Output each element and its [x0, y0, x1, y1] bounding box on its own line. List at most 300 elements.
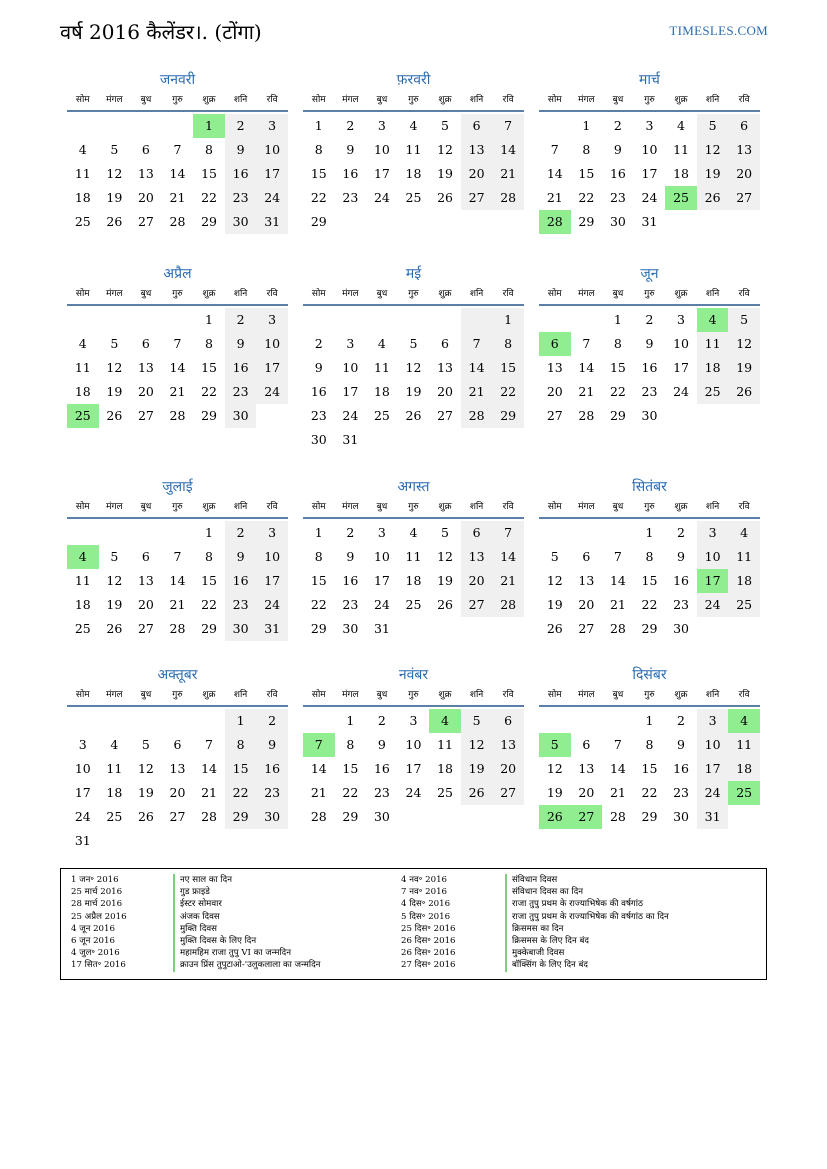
day-cell[interactable]: 3	[78, 737, 87, 752]
day-cell[interactable]: 14	[492, 545, 524, 569]
day-cell[interactable]: 31	[697, 805, 729, 829]
day-cell[interactable]: 7	[613, 737, 622, 752]
day-cell[interactable]: 8	[645, 737, 654, 752]
day-cell[interactable]: 7	[205, 737, 213, 752]
day-cell[interactable]: 24	[256, 186, 288, 210]
day-cell[interactable]: 22	[201, 190, 217, 205]
holiday-day[interactable]: 7	[303, 733, 335, 757]
day-cell[interactable]: 5	[441, 118, 449, 133]
day-cell[interactable]: 15	[492, 356, 524, 380]
day-cell[interactable]: 19	[106, 597, 123, 612]
day-cell[interactable]: 25	[74, 214, 91, 229]
day-cell[interactable]: 20	[578, 785, 595, 800]
holiday-day[interactable]: 5	[539, 733, 571, 757]
day-cell[interactable]: 14	[609, 573, 626, 588]
day-cell[interactable]: 13	[137, 166, 154, 181]
holiday-day[interactable]: 25	[728, 781, 760, 805]
day-cell[interactable]: 2	[256, 709, 288, 733]
holiday-day[interactable]: 4	[697, 308, 729, 332]
day-cell[interactable]: 29	[578, 214, 595, 229]
day-cell[interactable]: 23	[310, 408, 327, 423]
day-cell[interactable]: 24	[256, 380, 288, 404]
day-cell[interactable]: 26	[137, 809, 154, 824]
day-cell[interactable]: 27	[137, 408, 154, 423]
day-cell[interactable]: 27	[546, 408, 563, 423]
day-cell[interactable]: 22	[225, 781, 257, 805]
day-cell[interactable]: 1	[645, 713, 654, 728]
day-cell[interactable]: 24	[373, 597, 390, 612]
day-cell[interactable]: 25	[437, 785, 453, 800]
day-cell[interactable]: 13	[546, 360, 563, 375]
day-cell[interactable]: 17	[697, 757, 729, 781]
day-cell[interactable]: 21	[492, 569, 524, 593]
day-cell[interactable]: 30	[225, 404, 257, 428]
day-cell[interactable]: 15	[201, 166, 217, 181]
day-cell[interactable]: 15	[310, 573, 327, 588]
day-cell[interactable]: 26	[106, 214, 123, 229]
day-cell[interactable]: 11	[728, 733, 760, 757]
day-cell[interactable]: 27	[169, 809, 186, 824]
day-cell[interactable]: 26	[697, 186, 729, 210]
holiday-day[interactable]: 4	[67, 545, 99, 569]
day-cell[interactable]: 17	[256, 162, 288, 186]
day-cell[interactable]: 27	[728, 186, 760, 210]
day-cell[interactable]: 30	[673, 809, 689, 824]
day-cell[interactable]: 30	[373, 809, 390, 824]
day-cell[interactable]: 20	[578, 597, 595, 612]
day-cell[interactable]: 20	[137, 384, 154, 399]
day-cell[interactable]: 19	[106, 190, 123, 205]
day-cell[interactable]: 23	[673, 785, 689, 800]
day-cell[interactable]: 8	[205, 549, 213, 564]
day-cell[interactable]: 27	[461, 593, 493, 617]
day-cell[interactable]: 22	[342, 785, 359, 800]
day-cell[interactable]: 5	[110, 549, 119, 564]
day-cell[interactable]: 25	[728, 593, 760, 617]
day-cell[interactable]: 29	[641, 809, 658, 824]
day-cell[interactable]: 12	[546, 761, 563, 776]
day-cell[interactable]: 30	[310, 432, 327, 447]
day-cell[interactable]: 12	[437, 549, 453, 564]
day-cell[interactable]: 1	[346, 713, 355, 728]
day-cell[interactable]: 12	[405, 360, 422, 375]
day-cell[interactable]: 23	[225, 380, 257, 404]
day-cell[interactable]: 21	[609, 597, 626, 612]
day-cell[interactable]: 10	[641, 142, 658, 157]
day-cell[interactable]: 8	[346, 737, 355, 752]
day-cell[interactable]: 12	[546, 573, 563, 588]
day-cell[interactable]: 2	[645, 312, 654, 327]
day-cell[interactable]: 18	[728, 569, 760, 593]
day-cell[interactable]: 21	[169, 384, 186, 399]
day-cell[interactable]: 17	[673, 360, 689, 375]
day-cell[interactable]: 26	[106, 408, 123, 423]
day-cell[interactable]: 19	[106, 384, 123, 399]
day-cell[interactable]: 5	[697, 114, 729, 138]
day-cell[interactable]: 16	[342, 573, 359, 588]
day-cell[interactable]: 2	[613, 118, 622, 133]
day-cell[interactable]: 31	[641, 214, 658, 229]
day-cell[interactable]: 3	[409, 713, 418, 728]
day-cell[interactable]: 18	[405, 573, 422, 588]
day-cell[interactable]: 11	[405, 549, 422, 564]
holiday-day[interactable]: 6	[539, 332, 571, 356]
day-cell[interactable]: 3	[346, 336, 355, 351]
day-cell[interactable]: 16	[225, 162, 257, 186]
day-cell[interactable]: 18	[106, 785, 123, 800]
day-cell[interactable]: 24	[697, 593, 729, 617]
day-cell[interactable]: 3	[645, 118, 654, 133]
day-cell[interactable]: 11	[673, 142, 689, 157]
day-cell[interactable]: 8	[492, 332, 524, 356]
day-cell[interactable]: 8	[225, 733, 257, 757]
day-cell[interactable]: 23	[342, 190, 359, 205]
day-cell[interactable]: 6	[461, 114, 493, 138]
day-cell[interactable]: 2	[677, 713, 685, 728]
day-cell[interactable]: 1	[582, 118, 591, 133]
day-cell[interactable]: 3	[677, 312, 685, 327]
holiday-day[interactable]: 4	[429, 709, 461, 733]
day-cell[interactable]: 17	[256, 569, 288, 593]
day-cell[interactable]: 20	[169, 785, 186, 800]
day-cell[interactable]: 8	[645, 549, 654, 564]
day-cell[interactable]: 20	[728, 162, 760, 186]
day-cell[interactable]: 27	[137, 214, 154, 229]
day-cell[interactable]: 20	[492, 757, 524, 781]
day-cell[interactable]: 27	[492, 781, 524, 805]
day-cell[interactable]: 10	[74, 761, 91, 776]
day-cell[interactable]: 6	[173, 737, 182, 752]
day-cell[interactable]: 31	[256, 617, 288, 641]
day-cell[interactable]: 22	[578, 190, 595, 205]
day-cell[interactable]: 14	[201, 761, 217, 776]
day-cell[interactable]: 29	[492, 404, 524, 428]
day-cell[interactable]: 7	[492, 521, 524, 545]
day-cell[interactable]: 29	[609, 408, 626, 423]
day-cell[interactable]: 16	[342, 166, 359, 181]
day-cell[interactable]: 4	[110, 737, 119, 752]
day-cell[interactable]: 13	[137, 573, 154, 588]
day-cell[interactable]: 9	[677, 737, 685, 752]
day-cell[interactable]: 1	[314, 525, 323, 540]
day-cell[interactable]: 21	[609, 785, 626, 800]
day-cell[interactable]: 3	[697, 709, 729, 733]
day-cell[interactable]: 23	[673, 597, 689, 612]
day-cell[interactable]: 9	[613, 142, 622, 157]
day-cell[interactable]: 12	[137, 761, 154, 776]
day-cell[interactable]: 20	[461, 162, 493, 186]
day-cell[interactable]: 14	[492, 138, 524, 162]
day-cell[interactable]: 2	[225, 114, 257, 138]
day-cell[interactable]: 19	[137, 785, 154, 800]
day-cell[interactable]: 30	[641, 408, 658, 423]
day-cell[interactable]: 29	[201, 408, 217, 423]
day-cell[interactable]: 12	[437, 142, 453, 157]
day-cell[interactable]: 27	[461, 186, 493, 210]
day-cell[interactable]: 18	[697, 356, 729, 380]
day-cell[interactable]: 10	[256, 332, 288, 356]
day-cell[interactable]: 14	[310, 761, 327, 776]
day-cell[interactable]: 27	[578, 621, 595, 636]
day-cell[interactable]: 5	[461, 709, 493, 733]
day-cell[interactable]: 26	[106, 621, 123, 636]
day-cell[interactable]: 23	[342, 597, 359, 612]
day-cell[interactable]: 23	[256, 781, 288, 805]
day-cell[interactable]: 19	[697, 162, 729, 186]
day-cell[interactable]: 16	[225, 569, 257, 593]
day-cell[interactable]: 14	[169, 360, 186, 375]
day-cell[interactable]: 20	[546, 384, 563, 399]
day-cell[interactable]: 17	[74, 785, 91, 800]
day-cell[interactable]: 4	[677, 118, 685, 133]
day-cell[interactable]: 30	[225, 210, 257, 234]
day-cell[interactable]: 4	[409, 118, 418, 133]
day-cell[interactable]: 10	[256, 545, 288, 569]
day-cell[interactable]: 8	[314, 142, 323, 157]
day-cell[interactable]: 28	[461, 404, 493, 428]
day-cell[interactable]: 31	[373, 621, 390, 636]
day-cell[interactable]: 31	[256, 210, 288, 234]
day-cell[interactable]: 17	[342, 384, 359, 399]
day-cell[interactable]: 18	[373, 384, 390, 399]
day-cell[interactable]: 11	[437, 737, 453, 752]
day-cell[interactable]: 10	[256, 138, 288, 162]
day-cell[interactable]: 22	[641, 597, 658, 612]
day-cell[interactable]: 18	[74, 384, 91, 399]
holiday-day[interactable]: 26	[539, 805, 571, 829]
day-cell[interactable]: 23	[609, 190, 626, 205]
day-cell[interactable]: 12	[106, 360, 123, 375]
day-cell[interactable]: 24	[74, 809, 91, 824]
day-cell[interactable]: 28	[609, 621, 626, 636]
day-cell[interactable]: 15	[578, 166, 595, 181]
day-cell[interactable]: 28	[609, 809, 626, 824]
site-link[interactable]: TIMESLES.COM	[669, 23, 768, 38]
day-cell[interactable]: 26	[437, 190, 453, 205]
day-cell[interactable]: 15	[641, 761, 658, 776]
day-cell[interactable]: 13	[728, 138, 760, 162]
day-cell[interactable]: 19	[437, 573, 453, 588]
day-cell[interactable]: 8	[205, 336, 213, 351]
day-cell[interactable]: 14	[169, 573, 186, 588]
day-cell[interactable]: 30	[673, 621, 689, 636]
day-cell[interactable]: 15	[609, 360, 626, 375]
day-cell[interactable]: 21	[169, 597, 186, 612]
day-cell[interactable]: 28	[310, 809, 327, 824]
holiday-day[interactable]: 1	[193, 114, 225, 138]
day-cell[interactable]: 16	[256, 757, 288, 781]
day-cell[interactable]: 9	[645, 336, 654, 351]
day-cell[interactable]: 9	[225, 332, 257, 356]
day-cell[interactable]: 7	[582, 336, 591, 351]
day-cell[interactable]: 25	[106, 809, 123, 824]
day-cell[interactable]: 21	[169, 190, 186, 205]
day-cell[interactable]: 11	[74, 166, 91, 181]
day-cell[interactable]: 31	[342, 432, 359, 447]
day-cell[interactable]: 4	[409, 525, 418, 540]
day-cell[interactable]: 28	[169, 621, 186, 636]
day-cell[interactable]: 10	[673, 336, 689, 351]
day-cell[interactable]: 10	[373, 549, 390, 564]
day-cell[interactable]: 22	[492, 380, 524, 404]
day-cell[interactable]: 20	[137, 190, 154, 205]
day-cell[interactable]: 26	[405, 408, 422, 423]
day-cell[interactable]: 21	[201, 785, 217, 800]
day-cell[interactable]: 10	[697, 733, 729, 757]
day-cell[interactable]: 1	[645, 525, 654, 540]
holiday-day[interactable]: 27	[571, 805, 603, 829]
day-cell[interactable]: 5	[141, 737, 150, 752]
day-cell[interactable]: 2	[225, 308, 257, 332]
day-cell[interactable]: 14	[461, 356, 493, 380]
day-cell[interactable]: 4	[78, 142, 87, 157]
day-cell[interactable]: 5	[441, 525, 449, 540]
day-cell[interactable]: 9	[225, 138, 257, 162]
day-cell[interactable]: 19	[728, 356, 760, 380]
day-cell[interactable]: 8	[613, 336, 622, 351]
day-cell[interactable]: 2	[346, 525, 355, 540]
day-cell[interactable]: 19	[437, 166, 453, 181]
day-cell[interactable]: 10	[342, 360, 359, 375]
day-cell[interactable]: 12	[461, 733, 493, 757]
day-cell[interactable]: 12	[697, 138, 729, 162]
day-cell[interactable]: 15	[641, 573, 658, 588]
day-cell[interactable]: 16	[310, 384, 327, 399]
day-cell[interactable]: 2	[377, 713, 386, 728]
day-cell[interactable]: 2	[314, 336, 323, 351]
day-cell[interactable]: 27	[137, 621, 154, 636]
day-cell[interactable]: 22	[310, 190, 327, 205]
day-cell[interactable]: 3	[377, 525, 386, 540]
holiday-day[interactable]: 25	[67, 404, 99, 428]
day-cell[interactable]: 6	[141, 336, 150, 351]
day-cell[interactable]: 9	[225, 545, 257, 569]
day-cell[interactable]: 21	[461, 380, 493, 404]
day-cell[interactable]: 19	[546, 597, 563, 612]
day-cell[interactable]: 30	[256, 805, 288, 829]
holiday-day[interactable]: 4	[728, 709, 760, 733]
day-cell[interactable]: 5	[550, 549, 559, 564]
day-cell[interactable]: 25	[405, 190, 422, 205]
day-cell[interactable]: 5	[409, 336, 418, 351]
day-cell[interactable]: 13	[169, 761, 186, 776]
day-cell[interactable]: 17	[405, 761, 422, 776]
day-cell[interactable]: 25	[697, 380, 729, 404]
day-cell[interactable]: 20	[137, 597, 154, 612]
day-cell[interactable]: 9	[346, 142, 355, 157]
day-cell[interactable]: 6	[728, 114, 760, 138]
day-cell[interactable]: 17	[256, 356, 288, 380]
day-cell[interactable]: 29	[310, 621, 327, 636]
day-cell[interactable]: 10	[697, 545, 729, 569]
day-cell[interactable]: 18	[437, 761, 453, 776]
day-cell[interactable]: 11	[74, 360, 91, 375]
day-cell[interactable]: 7	[492, 114, 524, 138]
day-cell[interactable]: 10	[373, 142, 390, 157]
day-cell[interactable]: 26	[728, 380, 760, 404]
day-cell[interactable]: 16	[373, 761, 390, 776]
day-cell[interactable]: 29	[310, 214, 327, 229]
day-cell[interactable]: 17	[373, 573, 390, 588]
day-cell[interactable]: 22	[201, 597, 217, 612]
holiday-day[interactable]: 17	[697, 569, 729, 593]
day-cell[interactable]: 2	[346, 118, 355, 133]
day-cell[interactable]: 8	[582, 142, 591, 157]
day-cell[interactable]: 16	[673, 573, 689, 588]
day-cell[interactable]: 2	[677, 525, 685, 540]
day-cell[interactable]: 28	[169, 408, 186, 423]
day-cell[interactable]: 26	[546, 621, 563, 636]
day-cell[interactable]: 29	[201, 621, 217, 636]
day-cell[interactable]: 29	[201, 214, 217, 229]
day-cell[interactable]: 4	[377, 336, 386, 351]
day-cell[interactable]: 6	[461, 521, 493, 545]
day-cell[interactable]: 26	[437, 597, 453, 612]
day-cell[interactable]: 25	[405, 597, 422, 612]
day-cell[interactable]: 29	[225, 805, 257, 829]
day-cell[interactable]: 18	[405, 166, 422, 181]
day-cell[interactable]: 6	[441, 336, 449, 351]
day-cell[interactable]: 25	[74, 621, 91, 636]
day-cell[interactable]: 26	[461, 781, 493, 805]
day-cell[interactable]: 9	[256, 733, 288, 757]
day-cell[interactable]: 21	[578, 384, 595, 399]
day-cell[interactable]: 17	[641, 166, 658, 181]
day-cell[interactable]: 7	[550, 142, 559, 157]
day-cell[interactable]: 15	[342, 761, 359, 776]
day-cell[interactable]: 28	[492, 186, 524, 210]
day-cell[interactable]: 24	[641, 190, 658, 205]
day-cell[interactable]: 21	[546, 190, 563, 205]
day-cell[interactable]: 28	[169, 214, 186, 229]
day-cell[interactable]: 22	[201, 384, 217, 399]
day-cell[interactable]: 15	[201, 573, 217, 588]
day-cell[interactable]: 18	[74, 190, 91, 205]
day-cell[interactable]: 31	[74, 833, 91, 848]
day-cell[interactable]: 1	[225, 709, 257, 733]
day-cell[interactable]: 24	[256, 593, 288, 617]
day-cell[interactable]: 14	[169, 166, 186, 181]
day-cell[interactable]: 14	[578, 360, 595, 375]
day-cell[interactable]: 13	[492, 733, 524, 757]
day-cell[interactable]: 6	[582, 549, 591, 564]
day-cell[interactable]: 14	[546, 166, 563, 181]
day-cell[interactable]: 4	[728, 521, 760, 545]
day-cell[interactable]: 3	[256, 308, 288, 332]
day-cell[interactable]: 5	[728, 308, 760, 332]
day-cell[interactable]: 6	[141, 142, 150, 157]
day-cell[interactable]: 14	[609, 761, 626, 776]
day-cell[interactable]: 9	[677, 549, 685, 564]
day-cell[interactable]: 30	[342, 621, 359, 636]
day-cell[interactable]: 23	[373, 785, 390, 800]
day-cell[interactable]: 19	[461, 757, 493, 781]
day-cell[interactable]: 29	[342, 809, 359, 824]
day-cell[interactable]: 20	[437, 384, 453, 399]
day-cell[interactable]: 25	[373, 408, 390, 423]
day-cell[interactable]: 9	[314, 360, 323, 375]
day-cell[interactable]: 13	[461, 545, 493, 569]
day-cell[interactable]: 23	[225, 593, 257, 617]
day-cell[interactable]: 13	[137, 360, 154, 375]
day-cell[interactable]: 28	[578, 408, 595, 423]
day-cell[interactable]: 16	[641, 360, 658, 375]
day-cell[interactable]: 6	[141, 549, 150, 564]
day-cell[interactable]: 24	[697, 781, 729, 805]
day-cell[interactable]: 13	[578, 761, 595, 776]
day-cell[interactable]: 22	[641, 785, 658, 800]
day-cell[interactable]: 19	[405, 384, 422, 399]
